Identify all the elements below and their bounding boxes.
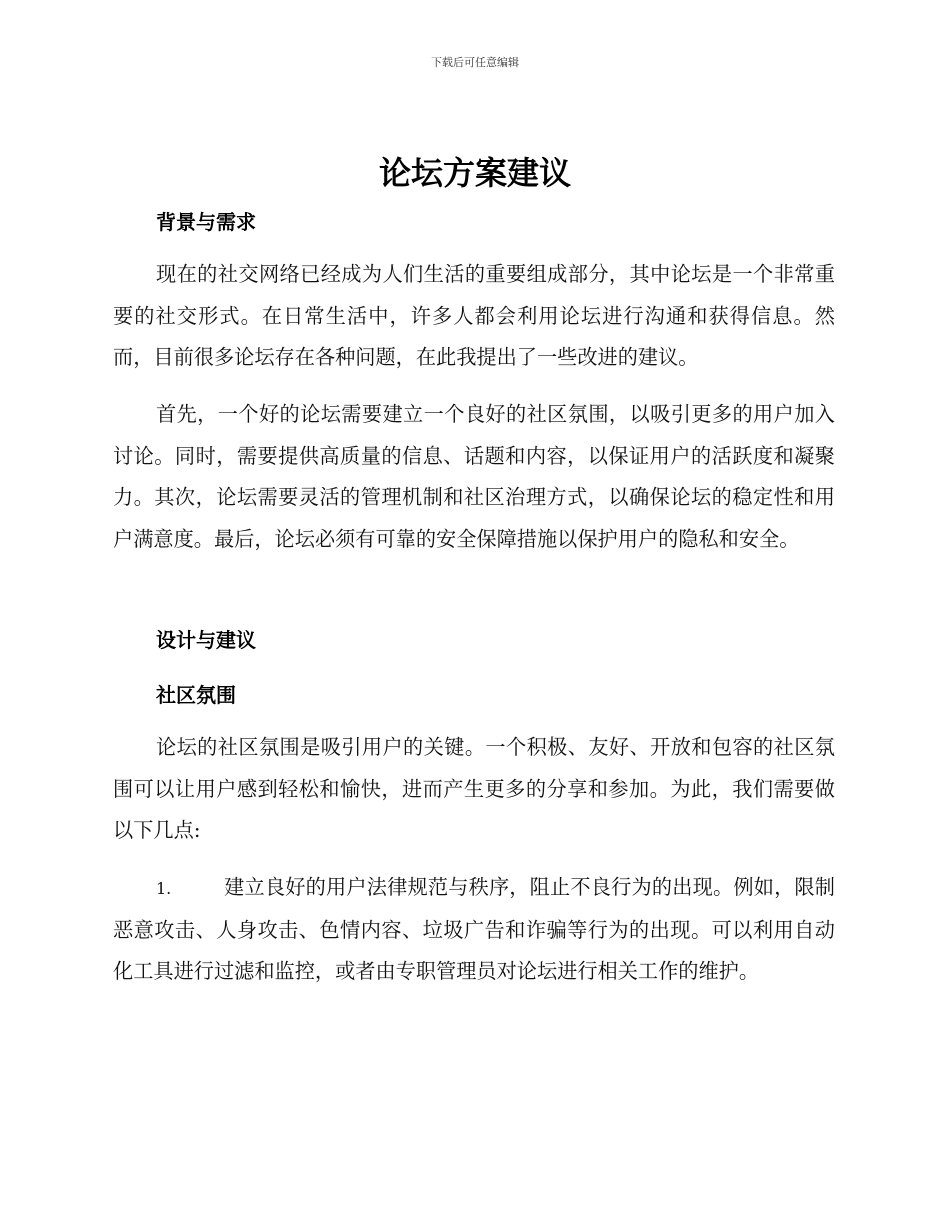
paragraph-community: 论坛的社区氛围是吸引用户的关键。一个积极、友好、开放和包容的社区氛围可以让用户感到轻松和愉快，进而产生更多的分享和参加。为此，我们需要做以下几点: bbox=[113, 735, 835, 842]
paragraph-background-2: 首先，一个好的论坛需要建立一个良好的社区氛围，以吸引更多的用户加入讨论。同时，需要提供高质量的信息、话题和内容，以保证用户的活跃度和凝聚力。其次，论坛需要灵活的管理机制和社区治理方式，以确保论坛的稳定性和用户满意度。最后，论坛必须有可靠的安全保障措施以保护用户的隐私和安全。 bbox=[113, 402, 835, 551]
section-heading-background: 背景与需求 bbox=[156, 210, 256, 234]
paragraph-background-1: 现在的社交网络已经成为人们生活的重要组成部分，其中论坛是一个非常重要的社交形式。在日常生活中，许多人都会利用论坛进行沟通和获得信息。然而，目前很多论坛存在各种问题，在此我提出了一些改进的建议。 bbox=[113, 262, 835, 369]
list-item-text: 建立良好的用户法律规范与秩序，阻止不良行为的出现。例如，限制恶意攻击、人身攻击、色情内容、垃圾广告和诈骗等行为的出现。可以利用自动化工具进行过滤和监控，或者由专职管理员对论坛进行相关工作的维护。 bbox=[113, 875, 835, 983]
list-item bbox=[113, 867, 835, 993]
document-title: 论坛方案建议 bbox=[378, 154, 571, 192]
section-heading-design: 设计与建议 bbox=[156, 628, 256, 652]
section-heading-community: 社区氛围 bbox=[156, 683, 236, 707]
list-item-number: 1. bbox=[156, 879, 172, 898]
running-header: 下载后可任意编辑 bbox=[431, 56, 519, 69]
